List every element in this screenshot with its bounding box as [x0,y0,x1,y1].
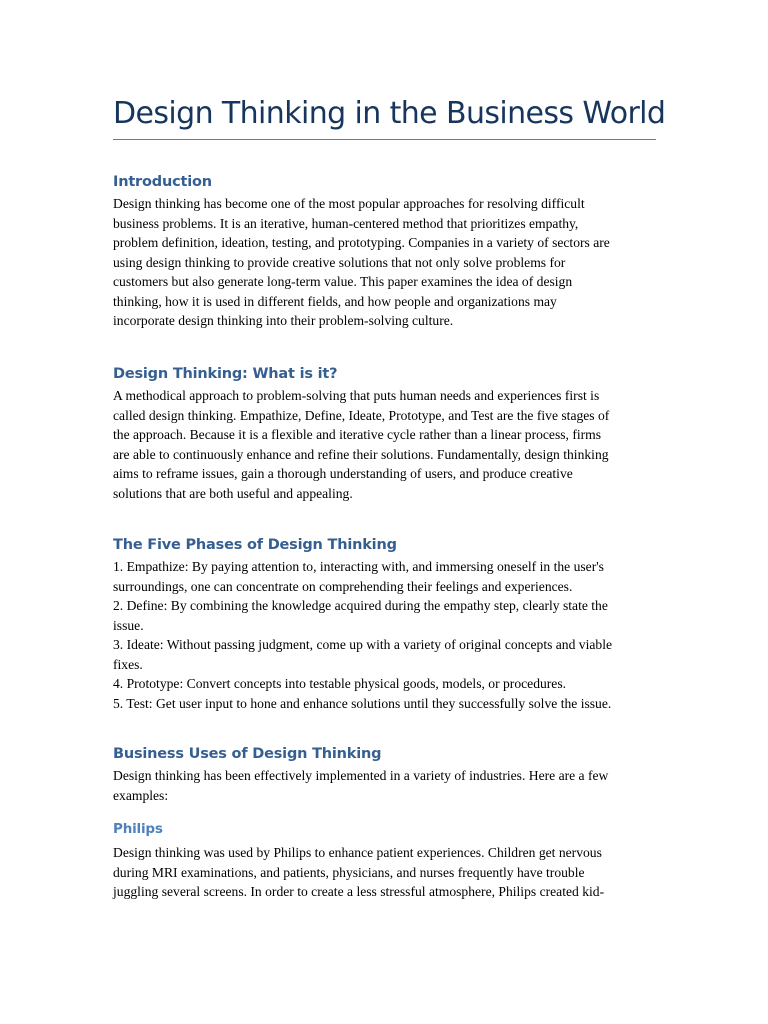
text-line: customers but also generate long-term value. This paper examines the idea of design [113,274,573,289]
text-line: problem definition, ideation, testing, and prototyping. Companies in a variety of sectors are [113,235,610,250]
text-line: Design thinking has been effectively implemented in a variety of industries. Here are a few [113,768,609,783]
section-heading-five-phases: The Five Phases of Design Thinking [113,537,397,553]
list-line: 5. Test: Get user input to hone and enhance solutions until they successfully solve the issue. [113,695,612,711]
text-line: aims to reframe issues, gain a thorough understanding of users, and produce creative [113,466,573,481]
section-body-introduction [113,194,656,331]
text-line: A methodical approach to problem-solving that puts human needs and experiences first is [113,388,600,403]
list-line: fixes. [113,656,143,672]
section-body-five-phases [113,557,656,713]
list-line: issue. [113,617,144,633]
text-line: the approach. Because it is a flexible and iterative cycle rather than a linear process, firms [113,427,602,442]
section-heading-introduction: Introduction [113,174,212,190]
list-line: 2. Define: By combining the knowledge acquired during the empathy step, clearly state the [113,598,608,613]
text-line: called design thinking. Empathize, Define, Ideate, Prototype, and Test are the five stages of [113,407,610,423]
text-line: thinking, how it is used in different fields, and how people and organizations may [113,293,557,309]
text-line: are able to continuously enhance and refine their solutions. Fundamentally, design thinking [113,446,609,462]
text-line: solutions that are both useful and appealing. [113,485,353,501]
text-line: business problems. It is an iterative, human-centered method that prioritizes empathy, [113,215,579,231]
title-underline-rule [113,139,656,140]
section-body-what-is-it [113,386,656,503]
section-heading-business-uses: Business Uses of Design Thinking [113,746,382,762]
text-line: during MRI examinations, and patients, physicians, and nurses frequently have trouble [113,864,585,880]
text-line: using design thinking to provide creative solutions that not only solve problems for [113,254,566,270]
list-line: surroundings, one can concentrate on comprehending their feelings and experiences. [113,578,573,594]
text-line: Design thinking has become one of the most popular approaches for resolving difficult [113,196,585,211]
list-line: 4. Prototype: Convert concepts into testable physical goods, models, or procedures. [113,676,567,691]
text-line: incorporate design thinking into their problem-solving culture. [113,313,454,328]
section-heading-what-is-it: Design Thinking: What is it? [113,366,338,382]
text-line: Design thinking was used by Philips to enhance patient experiences. Children get nervous [113,845,602,860]
section-body-business-uses [113,766,656,805]
subsection-body-philips [113,843,656,902]
subsection-heading-philips: Philips [113,821,163,837]
text-line: juggling several screens. In order to create a less stressful atmosphere, Philips created kid- [113,884,605,899]
list-line: 3. Ideate: Without passing judgment, come up with a variety of original concepts and viable [113,637,613,652]
list-line: 1. Empathize: By paying attention to, interacting with, and immersing oneself in the user's [113,559,604,574]
document-title: Design Thinking in the Business World [113,96,666,131]
text-line: examples: [113,787,169,803]
